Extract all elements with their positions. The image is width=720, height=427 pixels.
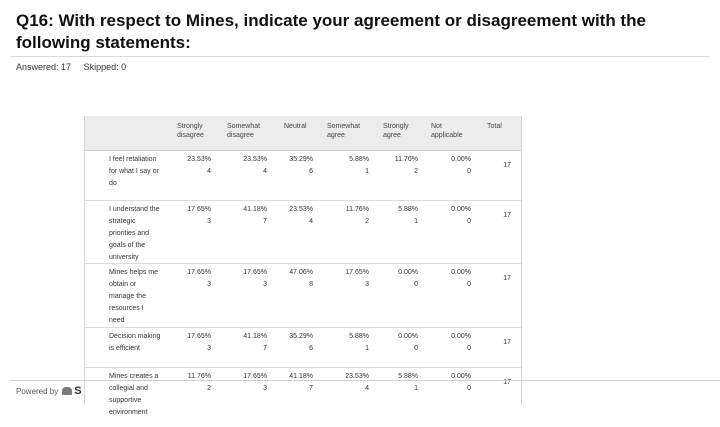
cell-neutral (279, 267, 313, 291)
cell-strongly-disagree (177, 331, 211, 355)
cell-percent: 17.65% (345, 269, 369, 276)
row-statement: I feel retaliation for what I say or do (109, 156, 159, 187)
cell-count: 2 (414, 168, 418, 175)
row-statement: Mines creates a collegial and supportive environment (109, 373, 159, 416)
cell-count: 1 (365, 345, 369, 352)
cell-percent: 41.18% (243, 333, 267, 340)
cell-percent: 11.76% (345, 206, 369, 213)
col-header-strongly-agree: Strongly agree (383, 123, 409, 139)
table-row (85, 150, 521, 201)
cell-somewhat-disagree (233, 331, 267, 355)
cell-percent: 5.88% (349, 333, 369, 340)
cell-count: 0 (467, 385, 471, 392)
cell-count: 7 (309, 385, 313, 392)
cell-strongly-disagree (177, 267, 211, 291)
cell-strongly-disagree (177, 371, 211, 395)
cell-strongly-disagree (177, 204, 211, 228)
cell-total: 17 (503, 339, 511, 346)
cell-percent: 0.00% (398, 269, 418, 276)
cell-percent: 0.00% (398, 333, 418, 340)
cell-strongly-agree (384, 154, 418, 178)
cell-percent: 23.53% (289, 206, 313, 213)
cell-total: 17 (503, 379, 511, 386)
footer (16, 385, 82, 397)
cell-count: 7 (263, 345, 267, 352)
cell-not-applicable (437, 267, 471, 291)
cell-somewhat-agree (335, 204, 369, 228)
cell-total: 17 (503, 162, 511, 169)
cell-count: 0 (467, 345, 471, 352)
cell-not-applicable (437, 371, 471, 395)
cell-somewhat-agree (335, 267, 369, 291)
table-header (85, 116, 521, 151)
cell-neutral (279, 204, 313, 228)
cell-count: 2 (365, 218, 369, 225)
table-row (85, 367, 521, 427)
footer-divider (10, 380, 720, 381)
cell-percent: 17.65% (243, 269, 267, 276)
brand-logo-letter: S (74, 385, 82, 397)
cell-strongly-agree (384, 331, 418, 355)
table-row (85, 263, 521, 328)
cell-count: 0 (467, 218, 471, 225)
cell-somewhat-disagree (233, 204, 267, 228)
cell-count: 1 (365, 168, 369, 175)
col-header-not-applicable: Not applicable (431, 123, 463, 139)
cell-strongly-agree (384, 204, 418, 228)
cell-neutral (279, 154, 313, 178)
cell-count: 1 (414, 218, 418, 225)
cell-count: 2 (207, 385, 211, 392)
cell-somewhat-disagree (233, 154, 267, 178)
cell-percent: 11.76% (394, 156, 418, 163)
skipped-count: Skipped: 0 (83, 62, 127, 72)
cell-percent: 0.00% (451, 373, 471, 380)
cell-percent: 0.00% (451, 156, 471, 163)
cell-count: 0 (467, 168, 471, 175)
cell-count: 3 (263, 281, 267, 288)
cell-count: 0 (414, 345, 418, 352)
cell-percent: 23.53% (187, 156, 211, 163)
col-header-somewhat-disagree: Somewhat disagree (227, 123, 261, 139)
cell-count: 4 (207, 168, 211, 175)
table-row (85, 200, 521, 264)
cell-count: 3 (207, 281, 211, 288)
cell-percent: 0.00% (451, 333, 471, 340)
cell-somewhat-agree (335, 331, 369, 355)
row-statement: Mines helps me obtain or manage the resources I need (109, 269, 159, 324)
cell-count: 3 (207, 345, 211, 352)
response-stats (16, 62, 136, 72)
cell-somewhat-disagree (233, 371, 267, 395)
brand-logo-icon (62, 387, 72, 395)
cell-percent: 11.76% (187, 373, 211, 380)
question-title: Q16: With respect to Mines, indicate your agreement or disagreement with the following statements: (16, 11, 646, 52)
cell-percent: 5.88% (398, 373, 418, 380)
cell-somewhat-agree (335, 371, 369, 395)
cell-somewhat-disagree (233, 267, 267, 291)
cell-not-applicable (437, 154, 471, 178)
cell-neutral (279, 331, 313, 355)
cell-percent: 35.29% (289, 333, 313, 340)
cell-percent: 0.00% (451, 269, 471, 276)
cell-count: 3 (207, 218, 211, 225)
cell-percent: 35.29% (289, 156, 313, 163)
cell-count: 6 (309, 345, 313, 352)
cell-percent: 23.53% (243, 156, 267, 163)
cell-percent: 41.18% (243, 206, 267, 213)
cell-count: 4 (309, 218, 313, 225)
cell-count: 0 (414, 281, 418, 288)
title-divider (10, 56, 710, 57)
cell-count: 6 (309, 168, 313, 175)
cell-count: 4 (263, 168, 267, 175)
cell-somewhat-agree (335, 154, 369, 178)
col-header-somewhat-agree: Somewhat agree (327, 123, 361, 139)
cell-percent: 41.18% (289, 373, 313, 380)
cell-percent: 17.65% (187, 269, 211, 276)
col-header-total: Total (487, 123, 502, 130)
response-table (84, 116, 522, 416)
cell-percent: 17.65% (187, 333, 211, 340)
cell-strongly-disagree (177, 154, 211, 178)
cell-total: 17 (503, 212, 511, 219)
cell-percent: 47.06% (289, 269, 313, 276)
cell-count: 3 (365, 281, 369, 288)
cell-percent: 17.65% (243, 373, 267, 380)
cell-not-applicable (437, 204, 471, 228)
row-statement: I understand the strategic priorities and goals of the university (109, 206, 160, 261)
cell-count: 3 (263, 385, 267, 392)
cell-strongly-agree (384, 371, 418, 395)
col-header-strongly-disagree: Strongly disagree (177, 123, 204, 139)
col-header-neutral: Neutral (284, 123, 307, 130)
cell-count: 1 (414, 385, 418, 392)
cell-strongly-agree (384, 267, 418, 291)
table-row (85, 327, 521, 368)
cell-count: 7 (263, 218, 267, 225)
answered-count: Answered: 17 (16, 62, 72, 72)
cell-total: 17 (503, 275, 511, 282)
cell-percent: 17.65% (187, 206, 211, 213)
cell-not-applicable (437, 331, 471, 355)
powered-by-label: Powered by (16, 386, 59, 396)
cell-count: 8 (309, 281, 313, 288)
cell-percent: 0.00% (451, 206, 471, 213)
cell-count: 4 (365, 385, 369, 392)
cell-percent: 23.53% (345, 373, 369, 380)
cell-percent: 5.88% (398, 206, 418, 213)
cell-count: 0 (467, 281, 471, 288)
row-statement: Decision making is efficient (109, 333, 161, 352)
cell-neutral (279, 371, 313, 395)
cell-percent: 5.88% (349, 156, 369, 163)
